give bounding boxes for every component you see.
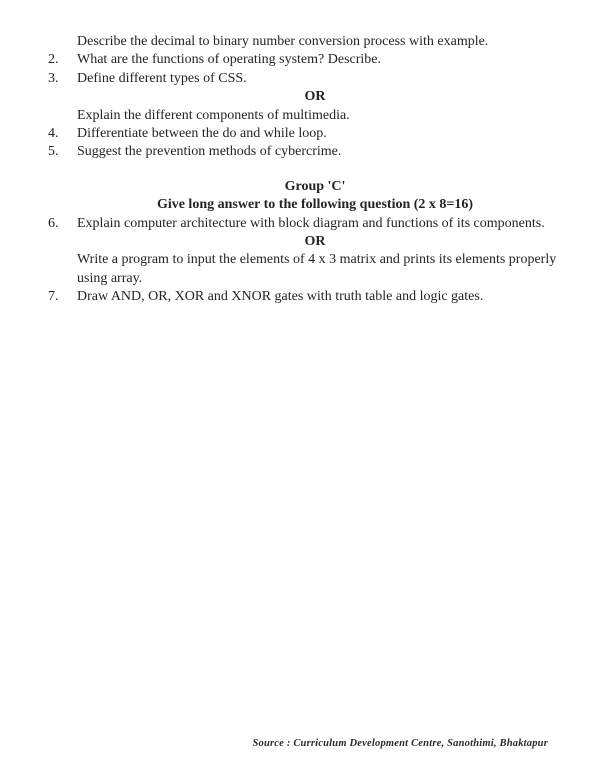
- question-text: Define different types of CSS.: [77, 70, 247, 86]
- question-text: Describe the decimal to binary number conversion process with example.: [77, 34, 489, 49]
- question-item: [48, 288, 582, 306]
- question-list: [48, 33, 582, 307]
- question-item: [48, 51, 582, 69]
- question-item: [48, 70, 582, 88]
- question-text: Differentiate between the do and while loop.: [77, 126, 327, 142]
- question-item: [48, 125, 582, 143]
- or-separator-label: OR: [304, 89, 326, 105]
- question-text: Explain computer architecture with block diagram and functions of its components.: [77, 215, 545, 231]
- question-item: [48, 143, 582, 161]
- question-item: [48, 215, 582, 233]
- question-alternative: [48, 251, 582, 288]
- question-number: 7.: [48, 289, 59, 305]
- question-number: 4.: [48, 126, 59, 142]
- question-continuation: [48, 33, 582, 51]
- or-separator: [48, 88, 582, 106]
- source-note: Source : Curriculum Development Centre, Sanothimi, Bhaktapur: [252, 738, 548, 749]
- group-heading-label: Group 'C': [284, 178, 346, 194]
- question-number: 2.: [48, 52, 59, 68]
- question-number: 3.: [48, 70, 59, 86]
- question-text: Suggest the prevention methods of cybercrime.: [77, 144, 342, 160]
- question-number: 5.: [48, 144, 59, 160]
- section-instruction: [48, 196, 582, 214]
- question-text: Draw AND, OR, XOR and XNOR gates with truth table and logic gates.: [77, 289, 484, 305]
- question-text: Explain the different components of multimedia.: [77, 107, 350, 123]
- section-gap: [48, 162, 582, 178]
- or-separator-label: OR: [304, 234, 326, 250]
- question-alternative: [48, 107, 582, 125]
- or-separator: [48, 233, 582, 251]
- group-heading: [48, 178, 582, 196]
- question-number: 6.: [48, 215, 59, 231]
- question-text: Write a program to input the elements of 4 x 3 matrix and prints its elements properly using array.: [77, 252, 557, 286]
- question-text: What are the functions of operating system? Describe.: [77, 52, 382, 68]
- section-instruction-label: Give long answer to the following question (2 x 8=16): [156, 197, 474, 213]
